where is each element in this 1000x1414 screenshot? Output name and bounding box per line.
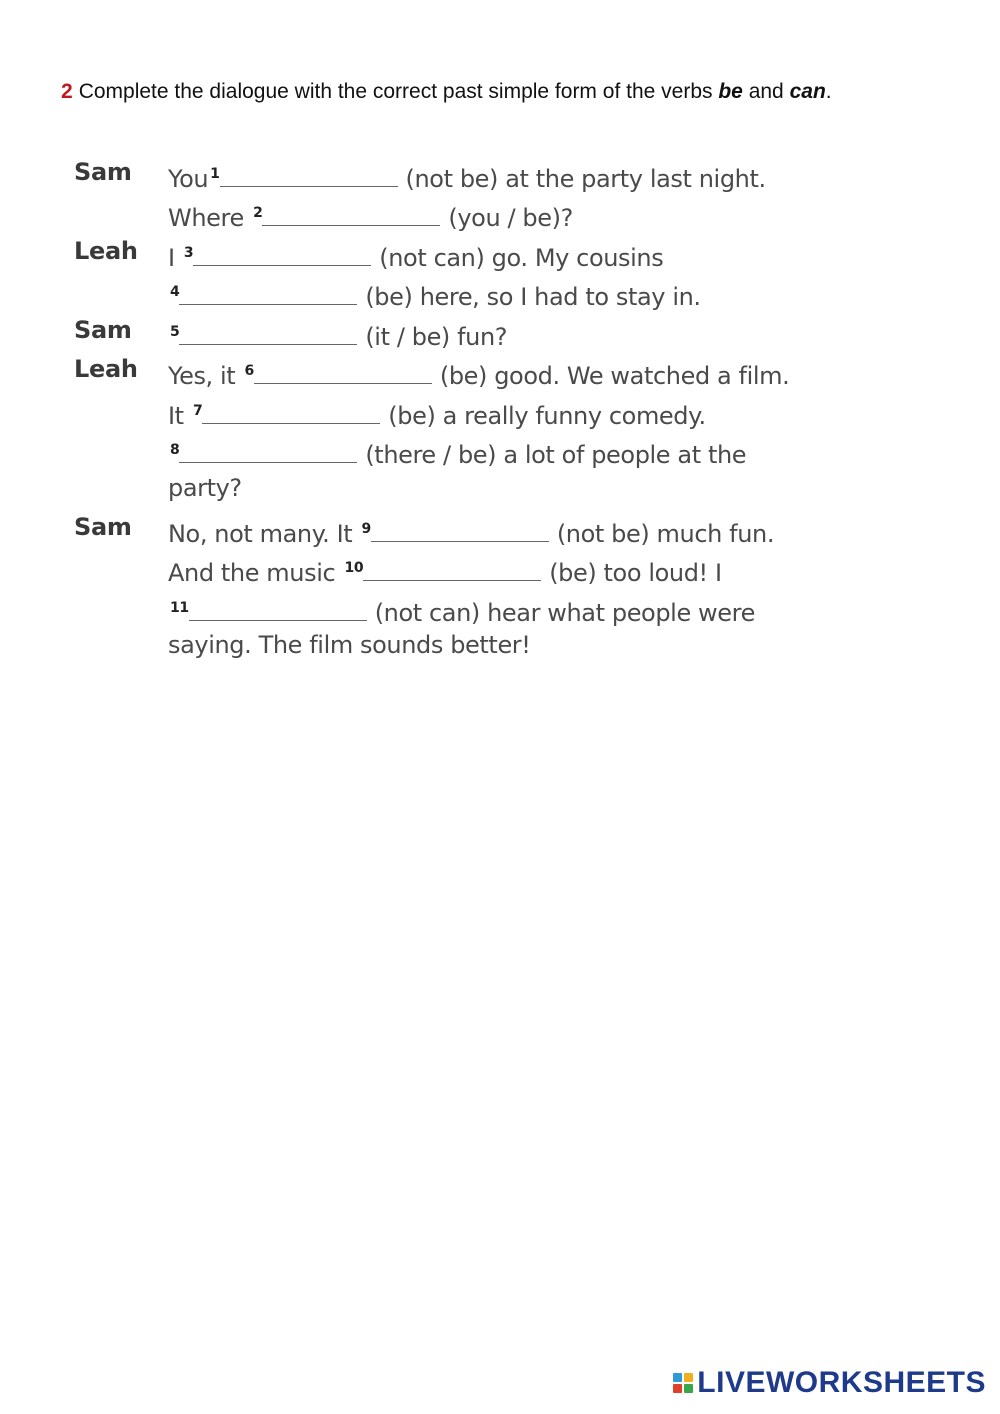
dialogue-line-8 [168, 434, 746, 469]
dialogue [0, 0, 1000, 700]
line-text: Where [168, 204, 244, 232]
dialogue-line-6 [168, 355, 789, 390]
gap-number: 3 [183, 245, 194, 261]
line-text: (be) too loud! I [549, 559, 722, 587]
line-text: (you / be)? [448, 204, 573, 232]
answer-blank-9[interactable] [371, 513, 549, 542]
gap-number: 11 [170, 600, 189, 616]
logo-square [684, 1384, 693, 1393]
line-text: It [168, 402, 184, 430]
dialogue-line-5 [168, 316, 507, 351]
speaker-label: Leah [74, 355, 138, 383]
answer-blank-7[interactable] [202, 395, 380, 424]
answer-blank-1[interactable] [220, 158, 398, 187]
line-text: (be) good. We watched a film. [439, 362, 790, 390]
line-text: (not can) hear what people were [374, 599, 755, 627]
line-text: I [168, 244, 175, 272]
line-text: (not be) much fun. [556, 520, 775, 548]
logo-text: LIVEWORKSHEETS [697, 1366, 986, 1399]
dialogue-line-9 [168, 474, 242, 502]
liveworksheets-logo [673, 1366, 986, 1400]
logo-square [673, 1373, 682, 1382]
verb-be: be [718, 80, 743, 103]
instruction-end: . [825, 80, 832, 103]
dialogue-line-10 [168, 513, 774, 548]
line-text: saying. The film sounds better! [168, 631, 531, 659]
speaker-label: Sam [74, 158, 132, 186]
dialogue-line-12 [168, 592, 755, 627]
gap-number: 9 [361, 521, 371, 537]
dialogue-line-2 [168, 197, 573, 232]
line-text: (be) a really funny comedy. [388, 402, 706, 430]
speaker-label: Leah [74, 237, 138, 265]
dialogue-line-11 [168, 552, 722, 587]
gap-number: 6 [244, 363, 254, 379]
answer-blank-11[interactable] [189, 592, 367, 621]
line-text: And the music [168, 559, 336, 587]
gap-number: 2 [253, 205, 263, 221]
logo-square [684, 1373, 693, 1382]
line-text: (it / be) fun? [365, 323, 508, 351]
dialogue-line-4 [168, 276, 701, 311]
gap-number: 5 [170, 324, 180, 340]
gap-number: 7 [192, 403, 203, 419]
line-text: No, not many. It [168, 520, 353, 548]
logo-grid-icon [673, 1373, 693, 1393]
answer-blank-8[interactable] [179, 434, 357, 463]
answer-blank-5[interactable] [179, 316, 357, 345]
line-text: Yes, it [168, 362, 236, 390]
answer-blank-2[interactable] [262, 197, 440, 226]
line-text: party? [168, 474, 242, 502]
answer-blank-6[interactable] [254, 355, 432, 384]
gap-number: 8 [170, 442, 180, 458]
instruction-text: Complete the dialogue with the correct past simple form of the verbs [78, 80, 713, 103]
speaker-label: Sam [74, 316, 132, 344]
dialogue-line-13 [168, 631, 531, 659]
exercise-number: 2 [61, 80, 73, 103]
line-text: (not can) go. My cousins [379, 244, 664, 272]
gap-number: 1 [210, 166, 220, 182]
line-text: (be) here, so I had to stay in. [365, 283, 701, 311]
gap-number: 4 [170, 284, 180, 300]
dialogue-line-3 [168, 237, 663, 272]
dialogue-line-7 [168, 395, 706, 430]
line-text: (not be) at the party last night. [405, 165, 766, 193]
speaker-label: Sam [74, 513, 132, 541]
answer-blank-4[interactable] [179, 276, 357, 305]
line-text: You [168, 165, 209, 193]
gap-number: 10 [344, 560, 364, 576]
verb-can: can [789, 80, 826, 103]
answer-blank-3[interactable] [193, 237, 371, 266]
answer-blank-10[interactable] [363, 552, 541, 581]
line-text: (there / be) a lot of people at the [365, 441, 747, 469]
dialogue-line-1 [168, 158, 766, 193]
instruction-and: and [748, 80, 784, 103]
logo-square [673, 1384, 682, 1393]
